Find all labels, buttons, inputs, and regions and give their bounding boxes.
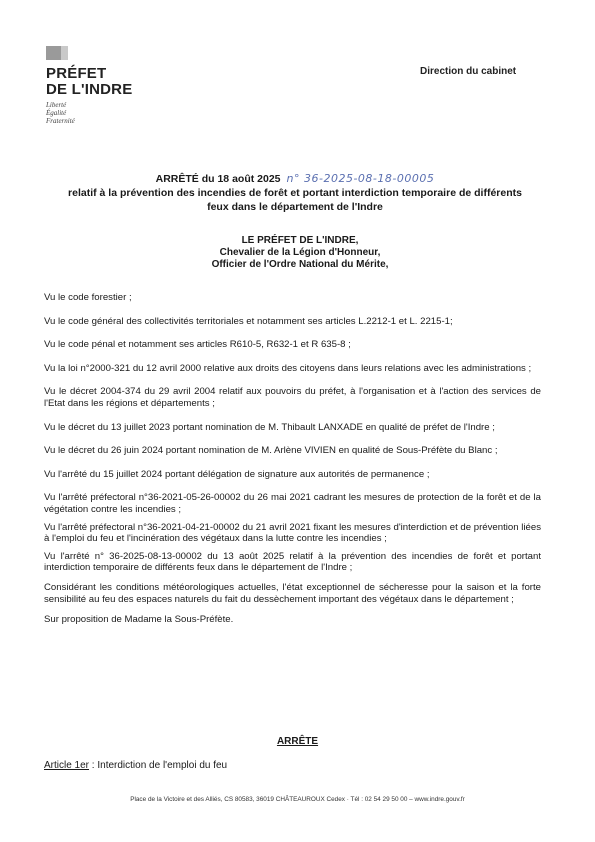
prefet-title-line2: DE L'INDRE [46, 81, 133, 98]
motto-fraternite: Fraternité [46, 117, 75, 125]
consideration-item: Vu l'arrêté préfectoral n°36-2021-05-26-00002 du 26 mai 2021 cadrant les mesures de protection de la forêt et de la végétation contre les incendies ; [44, 492, 541, 515]
consideration-item: Sur proposition de Madame la Sous-Préfète. [44, 614, 234, 626]
considerations-list [44, 292, 541, 626]
motto-liberte: Liberté [46, 101, 67, 109]
consideration-item: Vu le code forestier ; [44, 292, 132, 303]
consideration-item: Vu le code pénal et notamment ses articles R610-5, R632-1 et R 635-8 ; [44, 339, 351, 351]
consideration-item: Vu le décret du 26 juin 2024 portant nomination de M. Arlène VIVIEN en qualité de Sous-Préfète du Blanc ; [44, 445, 498, 457]
article-1-text: : Interdiction de l'emploi du feu [89, 760, 228, 771]
footer-address: Place de la Victoire et des Alliés, CS 80583, 36019 CHÂTEAUROUX Cedex · Tél : 02 54 29 50 00 – www.indre.gouv.fr [130, 796, 465, 803]
consideration-item: Vu l'arrêté préfectoral n°36-2021-04-21-00002 du 21 avril 2021 fixant les mesures d'interdiction et de prévention liées à l'emploi du feu et l'incinération des végétaux dans la lutte contre les incendies ; [44, 521, 541, 545]
authority-block [130, 235, 470, 271]
marianne-logo-icon [46, 46, 68, 60]
title-subject-line1: relatif à la prévention des incendies de forêt et portant interdiction temporaire de différents [68, 187, 522, 199]
authority-line3: Officier de l'Ordre National du Mérite, [211, 259, 389, 270]
prefecture-logo [46, 46, 132, 125]
consideration-item: Vu le décret 2004-374 du 29 avril 2004 relatif aux pouvoirs du préfet, à l'organisation et à l'action des services de l'Etat dans les régions et départements ; [44, 386, 541, 409]
consideration-item: Vu le code général des collectivités territoriales et notamment ses articles L.2212-1 et L. 2215-1; [44, 315, 453, 327]
handwritten-number: n° 36-2025-08-18-00005 [286, 172, 435, 185]
title-date: ARRÊTÉ du 18 août 2025 [155, 173, 281, 185]
motto-egalite: Égalité [46, 109, 67, 117]
republic-motto [46, 101, 132, 125]
authority-line2: Chevalier de la Légion d'Honneur, [219, 247, 381, 258]
arrete-heading: ARRÊTE [276, 736, 319, 747]
document-title [30, 172, 560, 214]
authority-line1: LE PRÉFET DE L'INDRE, [241, 235, 359, 246]
title-subject-line2: feux dans le département de l'Indre [207, 201, 383, 213]
consideration-item: Vu l'arrêté n° 36-2025-08-13-00002 du 13 août 2025 relatif à la prévention des incendies de forêt et portant interdiction temporaire de différents feux dans le département de l'Indre ; [44, 550, 541, 574]
prefet-title-line1: PRÉFET [46, 65, 107, 82]
consideration-item: Vu la loi n°2000-321 du 12 avril 2000 relative aux droits des citoyens dans leurs relations avec les administrations ; [44, 362, 532, 374]
direction-label: Direction du cabinet [420, 66, 517, 77]
consideration-item: Considérant les conditions météorologiques actuelles, l'état exceptionnel de sécheresse pour la saison et la forte sensibilité au feu des espaces naturels du fait du dessèchement important des végétaux dans le département ; [44, 581, 541, 605]
consideration-item: Vu le décret du 13 juillet 2023 portant nomination de M. Thibault LANXADE en qualité de préfet de l'Indre ; [44, 421, 495, 433]
article-1-label: Article 1er [44, 760, 90, 771]
article-1 [44, 760, 227, 771]
consideration-item: Vu l'arrêté du 15 juillet 2024 portant délégation de signature aux autorités de permanence ; [44, 468, 430, 480]
